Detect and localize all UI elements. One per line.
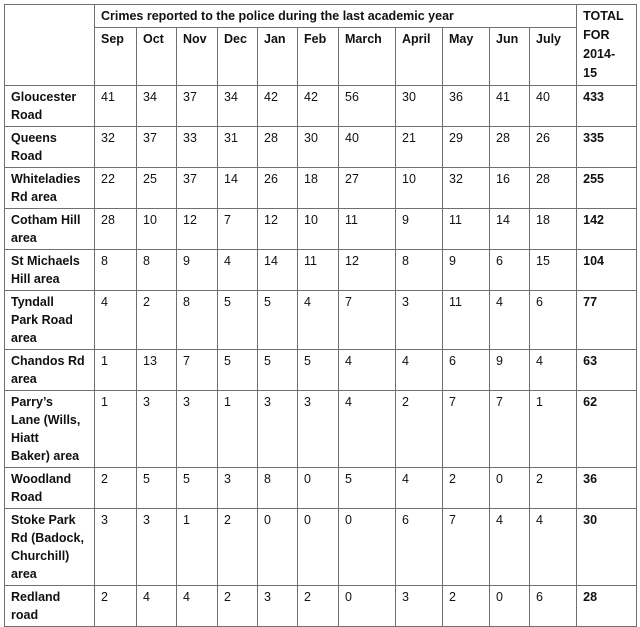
value-cell: 4 [95,291,137,350]
total-cell: 30 [577,509,637,586]
month-header: Jun [490,27,530,85]
value-cell: 5 [258,350,298,391]
total-cell: 63 [577,350,637,391]
value-cell: 2 [218,586,258,627]
location-line: Park Road [11,313,73,327]
location-line: Redland [11,590,61,604]
total-cell: 28 [577,586,637,627]
value-cell: 6 [443,350,490,391]
value-cell: 28 [258,127,298,168]
month-header-row [5,27,637,85]
value-cell: 11 [339,209,396,250]
value-cell: 5 [298,350,339,391]
value-cell: 16 [490,168,530,209]
value-cell: 0 [490,468,530,509]
value-cell: 25 [137,168,177,209]
value-cell: 42 [298,86,339,127]
month-header: Jan [258,27,298,85]
value-cell: 2 [218,509,258,586]
value-cell: 4 [490,509,530,586]
location-line: Tyndall [11,295,54,309]
table-row [5,291,637,350]
location-cell [5,291,95,350]
location-line: Parry’s [11,395,53,409]
value-cell: 3 [95,509,137,586]
value-cell: 8 [95,250,137,291]
value-cell: 11 [298,250,339,291]
value-cell: 6 [396,509,443,586]
value-cell: 2 [443,468,490,509]
location-cell [5,350,95,391]
value-cell: 10 [137,209,177,250]
table-body [5,86,637,627]
location-line: Rd area [11,190,57,204]
location-cell [5,209,95,250]
value-cell: 1 [530,391,577,468]
value-cell: 3 [137,509,177,586]
value-cell: 27 [339,168,396,209]
month-header: Sep [95,27,137,85]
total-header-line: 2014- [583,47,616,61]
value-cell: 28 [490,127,530,168]
value-cell: 12 [177,209,218,250]
location-cell [5,468,95,509]
value-cell: 18 [530,209,577,250]
value-cell: 10 [396,168,443,209]
location-cell [5,509,95,586]
total-cell: 335 [577,127,637,168]
location-line: Woodland [11,472,72,486]
value-cell: 2 [95,468,137,509]
crime-table [4,4,637,627]
value-cell: 4 [490,291,530,350]
value-cell: 3 [298,391,339,468]
value-cell: 0 [339,586,396,627]
location-cell [5,250,95,291]
value-cell: 2 [443,586,490,627]
value-cell: 2 [298,586,339,627]
location-line: Baker) area [11,449,80,463]
value-cell: 4 [339,350,396,391]
location-line: Hill area [11,272,60,286]
total-header [577,5,637,86]
value-cell: 31 [218,127,258,168]
value-cell: 29 [443,127,490,168]
table-row [5,168,637,209]
table-row [5,86,637,127]
location-line: Whiteladies [11,172,81,186]
value-cell: 9 [396,209,443,250]
value-cell: 0 [298,509,339,586]
value-cell: 0 [490,586,530,627]
value-cell: 5 [218,350,258,391]
value-cell: 0 [298,468,339,509]
value-cell: 15 [530,250,577,291]
value-cell: 32 [443,168,490,209]
value-cell: 41 [490,86,530,127]
location-line: Gloucester [11,90,77,104]
value-cell: 6 [490,250,530,291]
location-line: Churchill) [11,549,70,563]
table-row [5,391,637,468]
value-cell: 7 [490,391,530,468]
value-cell: 6 [530,291,577,350]
total-cell: 62 [577,391,637,468]
value-cell: 5 [137,468,177,509]
value-cell: 26 [258,168,298,209]
month-header: May [443,27,490,85]
value-cell: 2 [396,391,443,468]
value-cell: 4 [177,586,218,627]
value-cell: 10 [298,209,339,250]
location-line: Chandos Rd [11,354,85,368]
month-header: Nov [177,27,218,85]
value-cell: 4 [396,350,443,391]
value-cell: 14 [258,250,298,291]
value-cell: 7 [339,291,396,350]
value-cell: 9 [490,350,530,391]
value-cell: 5 [177,468,218,509]
value-cell: 0 [339,509,396,586]
total-cell: 77 [577,291,637,350]
month-header: March [339,27,396,85]
location-line: Rd (Badock, [11,531,84,545]
value-cell: 1 [177,509,218,586]
table-row [5,509,637,586]
value-cell: 37 [137,127,177,168]
table-caption: Crimes reported to the police during the last academic year [95,5,577,28]
value-cell: 26 [530,127,577,168]
value-cell: 7 [177,350,218,391]
location-cell [5,86,95,127]
value-cell: 1 [95,350,137,391]
value-cell: 3 [177,391,218,468]
location-line: Lane (Wills, [11,413,81,427]
total-cell: 142 [577,209,637,250]
value-cell: 5 [258,291,298,350]
value-cell: 5 [339,468,396,509]
total-cell: 36 [577,468,637,509]
location-cell [5,391,95,468]
table-row [5,586,637,627]
value-cell: 3 [396,586,443,627]
value-cell: 30 [396,86,443,127]
location-line: area [11,372,37,386]
month-header: Feb [298,27,339,85]
value-cell: 42 [258,86,298,127]
month-header: July [530,27,577,85]
corner-cell [5,5,95,86]
location-line: St Michaels [11,254,80,268]
value-cell: 36 [443,86,490,127]
value-cell: 4 [339,391,396,468]
value-cell: 8 [177,291,218,350]
value-cell: 9 [443,250,490,291]
month-header: Oct [137,27,177,85]
value-cell: 14 [218,168,258,209]
value-cell: 6 [530,586,577,627]
value-cell: 4 [530,350,577,391]
value-cell: 8 [137,250,177,291]
value-cell: 34 [137,86,177,127]
location-line: road [11,608,39,622]
value-cell: 8 [396,250,443,291]
location-line: Queens [11,131,57,145]
value-cell: 37 [177,168,218,209]
value-cell: 4 [137,586,177,627]
table-row [5,127,637,168]
total-header-line: 15 [583,66,598,80]
location-line: area [11,231,37,245]
value-cell: 3 [258,586,298,627]
caption-row [5,5,637,28]
value-cell: 28 [530,168,577,209]
value-cell: 32 [95,127,137,168]
value-cell: 2 [530,468,577,509]
value-cell: 11 [443,291,490,350]
value-cell: 2 [95,586,137,627]
month-header: Dec [218,27,258,85]
location-line: Cotham Hill [11,213,81,227]
value-cell: 12 [258,209,298,250]
location-line: area [11,567,37,581]
value-cell: 7 [218,209,258,250]
location-line: Road [11,108,43,122]
value-cell: 18 [298,168,339,209]
value-cell: 11 [443,209,490,250]
value-cell: 0 [258,509,298,586]
location-cell [5,586,95,627]
value-cell: 22 [95,168,137,209]
table-row [5,350,637,391]
value-cell: 37 [177,86,218,127]
value-cell: 13 [137,350,177,391]
value-cell: 3 [218,468,258,509]
value-cell: 14 [490,209,530,250]
value-cell: 4 [396,468,443,509]
value-cell: 33 [177,127,218,168]
total-header-line: TOTAL [583,9,624,23]
value-cell: 4 [298,291,339,350]
value-cell: 5 [218,291,258,350]
value-cell: 12 [339,250,396,291]
value-cell: 1 [95,391,137,468]
total-cell: 433 [577,86,637,127]
value-cell: 9 [177,250,218,291]
total-cell: 104 [577,250,637,291]
table-row [5,250,637,291]
value-cell: 3 [137,391,177,468]
location-line: Stoke Park [11,513,76,527]
location-line: Hiatt [11,431,39,445]
value-cell: 34 [218,86,258,127]
location-line: area [11,331,37,345]
value-cell: 40 [339,127,396,168]
location-cell [5,168,95,209]
location-cell [5,127,95,168]
value-cell: 41 [95,86,137,127]
location-line: Road [11,490,43,504]
location-line: Road [11,149,43,163]
value-cell: 30 [298,127,339,168]
value-cell: 7 [443,509,490,586]
value-cell: 1 [218,391,258,468]
value-cell: 56 [339,86,396,127]
total-header-line: FOR [583,28,610,42]
value-cell: 4 [218,250,258,291]
value-cell: 7 [443,391,490,468]
value-cell: 3 [396,291,443,350]
table-row [5,209,637,250]
table-row [5,468,637,509]
value-cell: 21 [396,127,443,168]
value-cell: 4 [530,509,577,586]
value-cell: 8 [258,468,298,509]
value-cell: 40 [530,86,577,127]
total-cell: 255 [577,168,637,209]
value-cell: 3 [258,391,298,468]
value-cell: 2 [137,291,177,350]
month-header: April [396,27,443,85]
value-cell: 28 [95,209,137,250]
